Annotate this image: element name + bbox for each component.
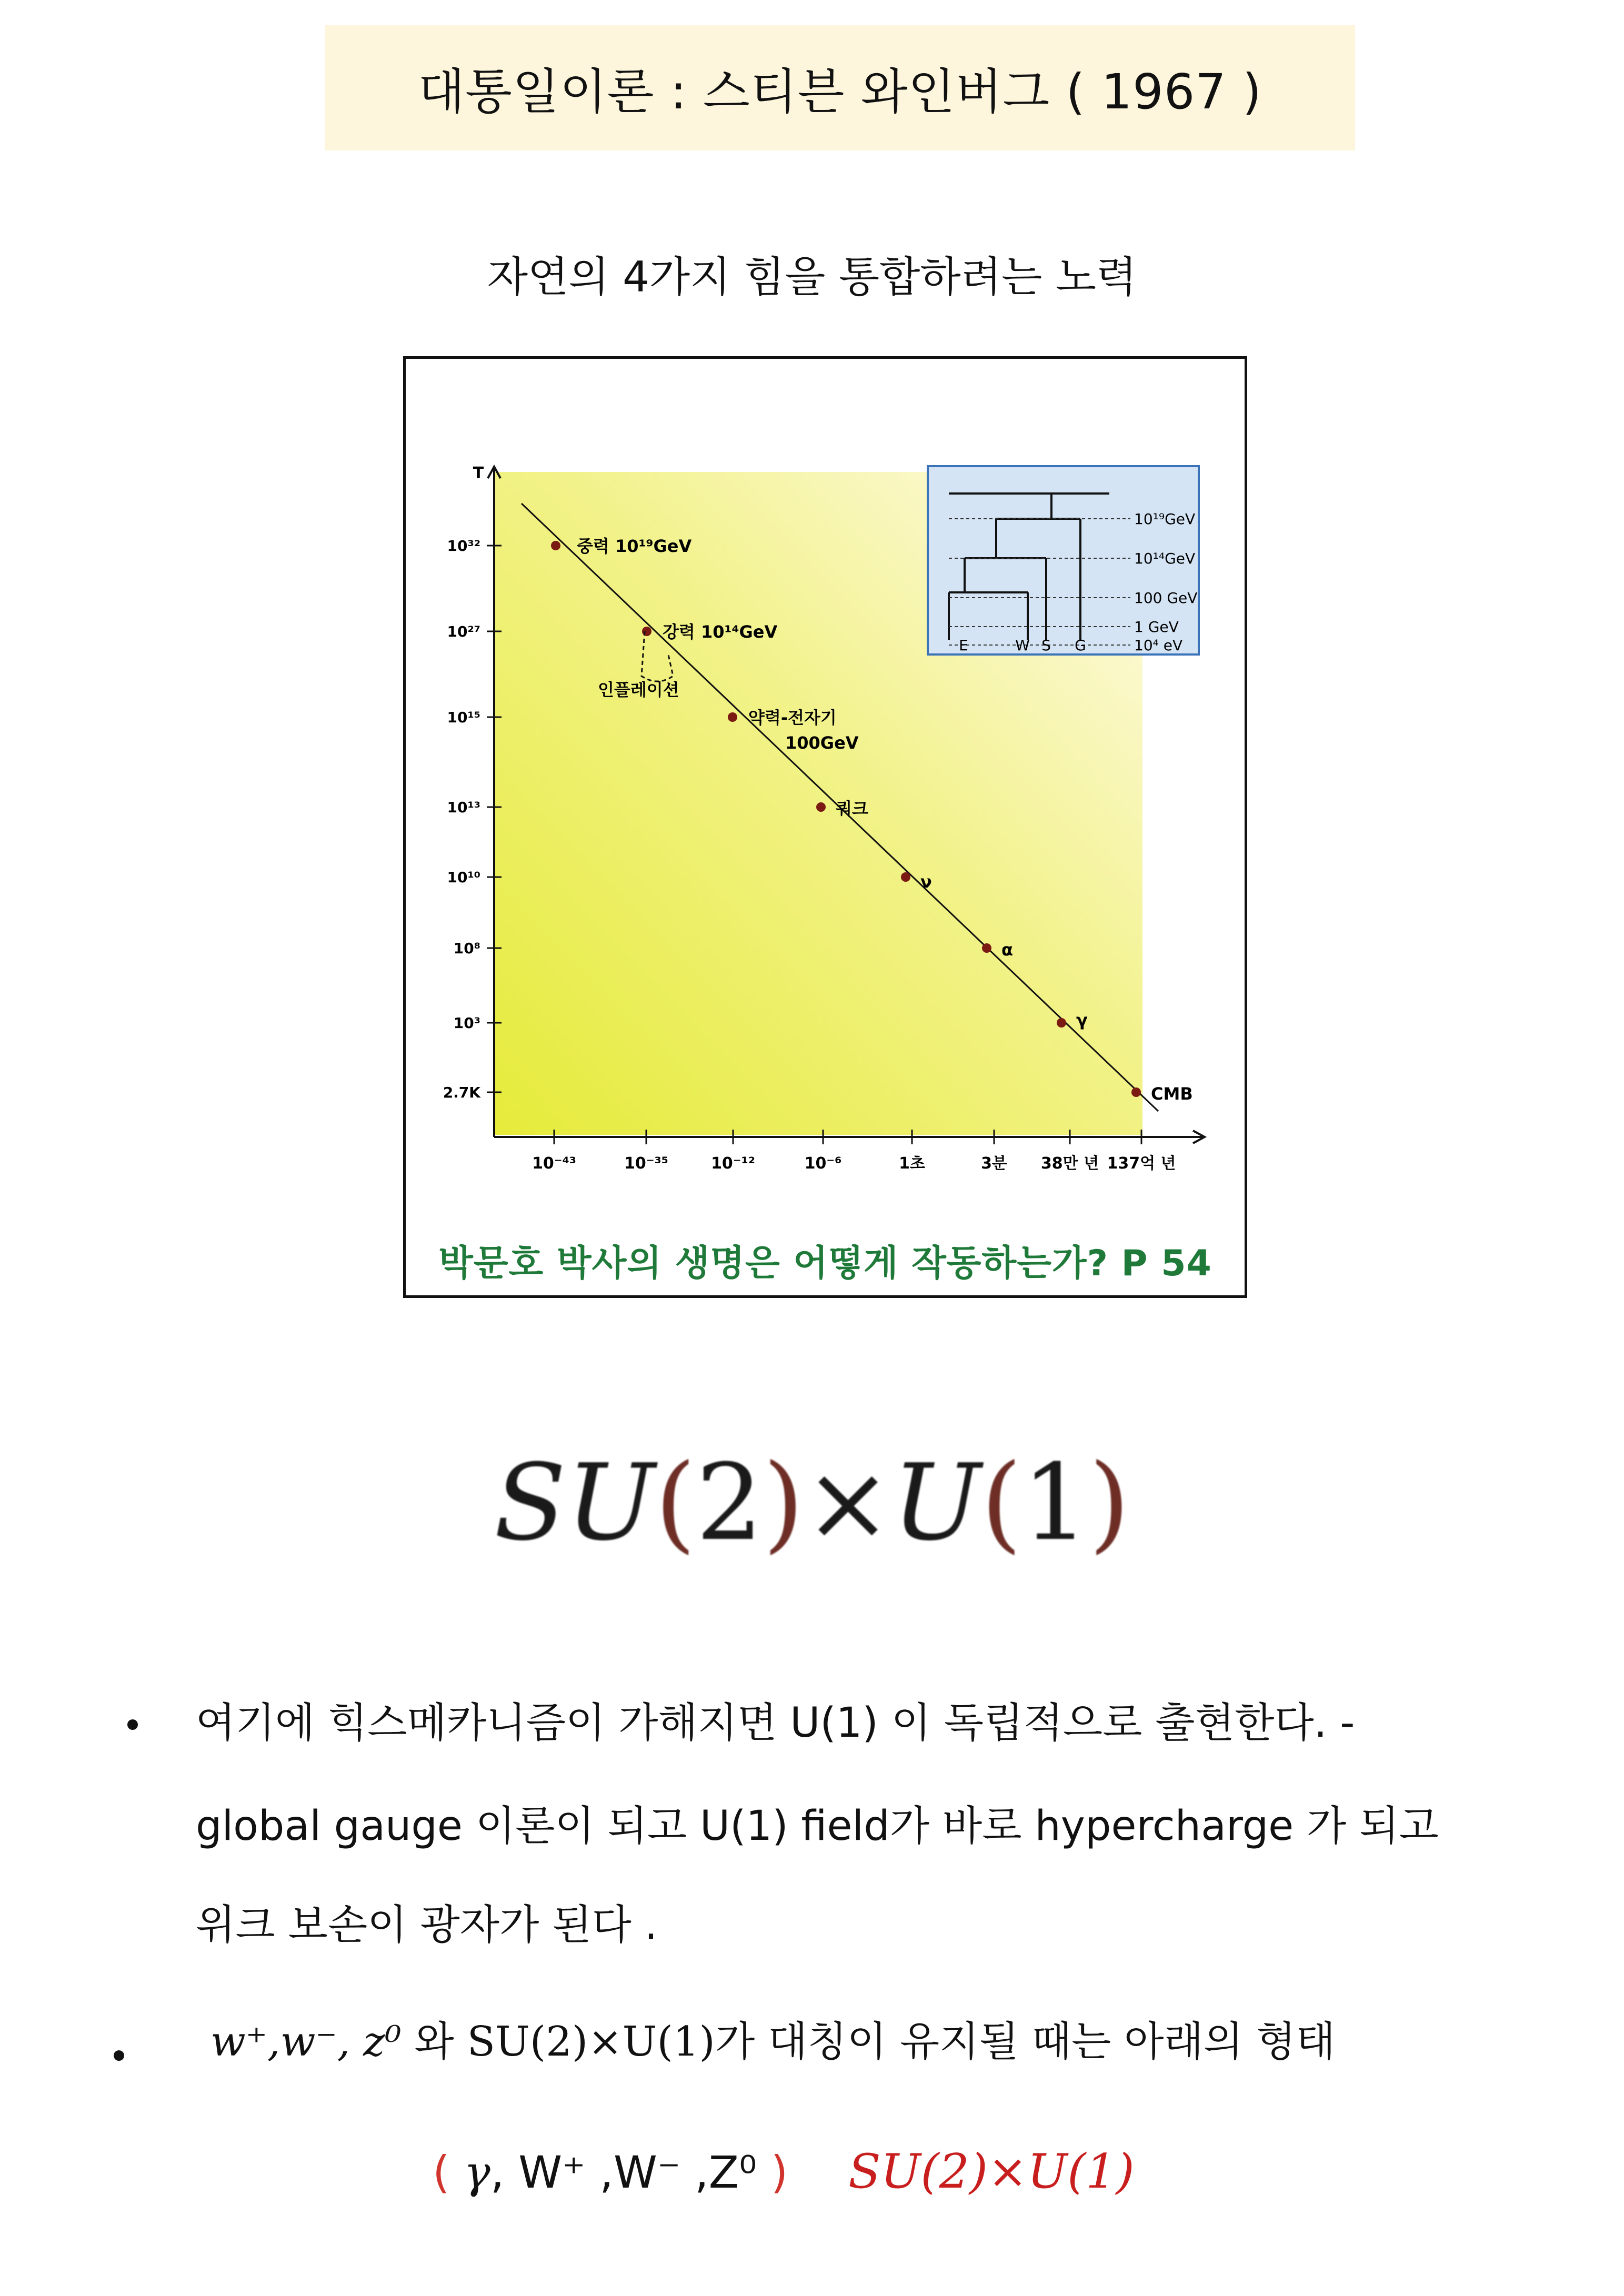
data-point (642, 627, 651, 636)
y-tick-label: 10³² (447, 537, 480, 555)
energy-level-label: 100 GeV (1134, 589, 1198, 607)
y-tick-label: 10¹³ (447, 799, 480, 816)
energy-level-label: 1 GeV (1134, 618, 1179, 636)
x-tick-label: 10⁻⁴³ (532, 1154, 576, 1173)
bullet-2-text: 가 대칭이 유지될 때는 아래의 형태 (715, 2018, 1336, 2066)
force-label: W (1015, 637, 1030, 654)
data-point (1131, 1087, 1141, 1097)
weak-point-sublabel: 100GeV (785, 733, 859, 753)
figure-canvas (406, 359, 1245, 1295)
data-point-label: 중력 10¹⁹GeV (577, 536, 692, 556)
bullet-2-group: SU(2)×U(1) (467, 2018, 715, 2066)
data-point (901, 872, 910, 882)
data-point (982, 943, 991, 953)
symmetry-gamma: γ (464, 2147, 490, 2198)
y-tick-label: 10³ (453, 1014, 480, 1032)
data-point (728, 712, 737, 722)
bullet-1-line-3: 위크 보손이 광자가 된다 . (196, 1901, 658, 1949)
data-point-label: 약력-전자기 (748, 708, 837, 728)
symmetry-group-text: SU(2)×U(1) (848, 2144, 1135, 2199)
y-tick-label: 10¹⁰ (447, 869, 480, 886)
energy-level-label: 10¹⁴GeV (1134, 550, 1196, 567)
subtitle: 자연의 4가지 힘을 통합하려는 노력 (487, 253, 1137, 301)
bullet-1-line-1: 여기에 힉스메카니즘이 가해지면 U(1) 이 독립적으로 출현한다. - (196, 1699, 1355, 1747)
formula-two: 2 (696, 1442, 763, 1564)
data-point-label: ν (920, 872, 932, 892)
data-point (1057, 1018, 1066, 1028)
symmetry-group (848, 2144, 1135, 2199)
x-tick-label: 10⁻¹² (711, 1154, 755, 1173)
data-point-label: 강력 10¹⁴GeV (663, 622, 778, 642)
y-tick-label: 10⁸ (453, 940, 480, 957)
symmetry-particles: , W⁺ ,W⁻ ,Z⁰ (490, 2147, 771, 2198)
figure-caption: 박문호 박사의 생명은 어떻게 작동하는가? P 54 (438, 1243, 1212, 1284)
page-title: 대통일이론 : 스티븐 와인버그 ( 1967 ) (418, 64, 1262, 120)
data-point-label: γ (1076, 1010, 1088, 1030)
bullet-marker-1 (127, 1719, 138, 1730)
formula-su2xu1: SU(2)×U(1) (494, 1442, 1130, 1564)
x-tick-label: 3분 (981, 1154, 1007, 1173)
x-tick-label: 10⁻⁶ (804, 1154, 842, 1173)
bullet-1-line-2: global gauge 이론이 되고 U(1) field가 바로 hypercharge 가 되고 (196, 1802, 1439, 1850)
bullet-2-particles: w⁺,w⁻, z⁰ (210, 2018, 402, 2066)
formula-times: × (804, 1442, 893, 1564)
y-tick-label: 10¹⁵ (447, 709, 480, 726)
x-tick-label: 38만 년 (1040, 1154, 1099, 1173)
y-tick-label: 10²⁷ (447, 623, 480, 640)
energy-level-label: 10¹⁹GeV (1134, 510, 1196, 528)
bullet-2-connector: 와 (401, 2018, 467, 2066)
energy-level-label: 10⁴ eV (1134, 637, 1183, 654)
unification-figure (403, 356, 1247, 1298)
y-axis-name: T (473, 464, 484, 482)
inflation-label: 인플레이션 (598, 680, 679, 700)
inset-diagram (928, 466, 1199, 654)
data-point (816, 802, 826, 812)
data-point-label: α (1001, 940, 1013, 960)
force-label: S (1041, 637, 1051, 654)
formula-su: SU (494, 1442, 655, 1564)
y-tick-label: 2.7K (443, 1084, 480, 1101)
x-tick-label: 137억 년 (1107, 1154, 1176, 1173)
bullet-marker-2 (114, 2050, 124, 2061)
data-point (551, 541, 560, 550)
symmetry-open-paren: ( (433, 2147, 464, 2198)
formula-one: 1 (1021, 1442, 1089, 1564)
force-label: E (959, 637, 968, 654)
data-point-label: CMB (1151, 1084, 1193, 1104)
bullet-2-line (210, 2009, 1336, 2068)
x-tick-label: 1초 (899, 1154, 925, 1173)
symmetry-line (433, 2147, 788, 2198)
formula-u: U (892, 1442, 981, 1564)
force-label: G (1075, 637, 1086, 654)
symmetry-close-paren: ) (770, 2147, 788, 2198)
data-point-label: 쿼크 (836, 799, 868, 819)
title-box (325, 25, 1355, 150)
x-tick-label: 10⁻³⁵ (624, 1154, 668, 1173)
